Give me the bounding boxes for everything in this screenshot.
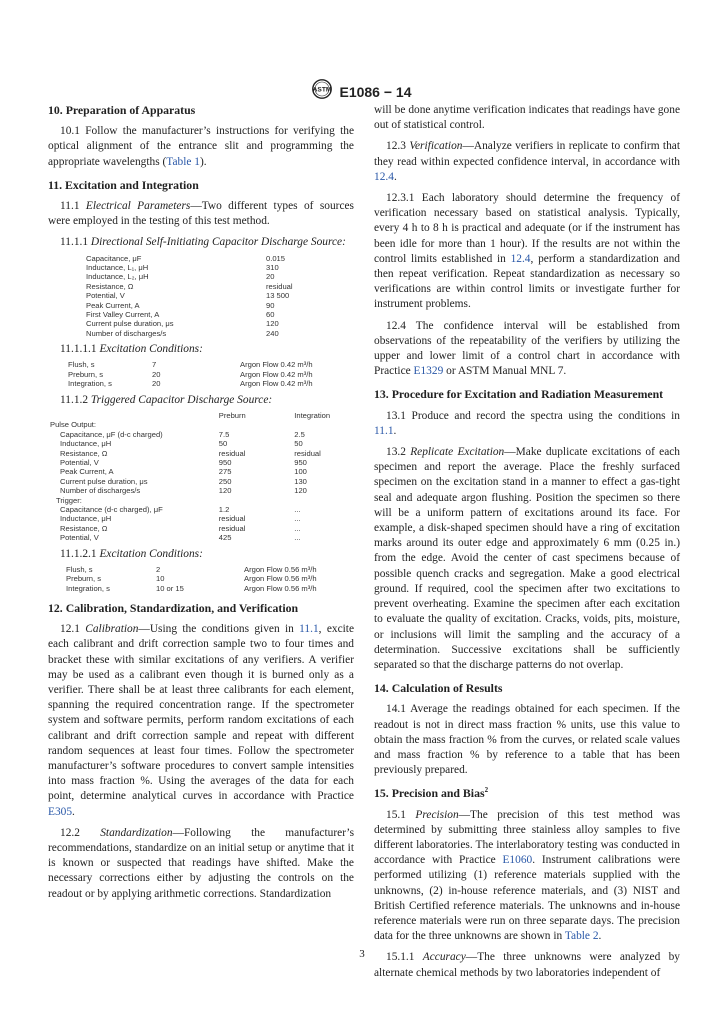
table-row bbox=[50, 477, 354, 486]
para-12-2-continued: will be done anytime verification indicates that readings have gone out of statistical control. bbox=[374, 104, 680, 132]
section-11-heading: 11. Excitation and Integration bbox=[48, 177, 199, 192]
para-12-3-1-text-a: 12.3.1 Each laboratory should determine the frequency of verification necessary based on statistical analysis. Typically, every 4 h to 8 h is practical and adequate (or if the instrument has been idle for more than 1 hour). If the results are not within the control limits established in bbox=[374, 192, 680, 265]
parameter-label: Resistance, Ω bbox=[60, 448, 108, 458]
right-column bbox=[374, 103, 680, 987]
para-11-1-2-num: 11.1.2 bbox=[60, 393, 91, 406]
parameter-label: Capacitance, μF bbox=[86, 253, 142, 263]
excitation-conditions-table-1 bbox=[68, 360, 350, 388]
para-10-1-text: 10.1 Follow the manufacturer’s instructions for verifying the optical alignment of the entrance slit and programming the appropriate wavelengths ( bbox=[48, 125, 354, 168]
ref-12-4-link-2[interactable]: 12.4 bbox=[510, 252, 531, 265]
parameter-label: First Valley Current, A bbox=[86, 310, 160, 320]
para-11-1 bbox=[48, 199, 354, 229]
page-number: 3 bbox=[359, 948, 365, 960]
parameter-value: 20 bbox=[266, 272, 275, 282]
e1060-link[interactable]: E1060 bbox=[502, 854, 533, 867]
para-11-1-1 bbox=[48, 235, 354, 250]
parameter-value: 120 bbox=[266, 319, 279, 329]
svg-text:ASTM: ASTM bbox=[313, 86, 332, 94]
pulse-output-label: Pulse Output: bbox=[50, 420, 97, 430]
ref-12-4-link[interactable]: 12.4 bbox=[374, 170, 394, 183]
gas-flow: Argon Flow 0.42 m³/h bbox=[240, 360, 313, 370]
para-11-1-num: 11.1 bbox=[60, 200, 86, 213]
preburn-value: residual bbox=[218, 523, 246, 533]
para-15-1-text-b: . Instrument calibrations were performed utilizing (1) reference materials supplied with the unknowns, (2) in-house reference materials, and (3) NIST and British Certified reference materials. The unknowns and in-house reference materials were run on three separate days. The precision data for the three unknowns are shown in bbox=[374, 854, 681, 943]
blank bbox=[294, 420, 354, 429]
header-preburn: Preburn bbox=[218, 410, 246, 420]
para-15-1-1-num: 15.1.1 bbox=[386, 951, 423, 964]
para-12-1-title: Calibration bbox=[85, 623, 139, 636]
parameter-label: Inductance, L₁, μH bbox=[86, 263, 149, 273]
parameter-label: Resistance, Ω bbox=[60, 523, 108, 533]
para-15-1-num: 15.1 bbox=[386, 808, 416, 821]
para-11-1-text: —Two different types of sources were employed in the testing of this test method. bbox=[48, 200, 354, 228]
parameter-value: 0.015 bbox=[266, 253, 286, 263]
table-header-row bbox=[50, 411, 354, 420]
e305-link[interactable]: E305 bbox=[48, 805, 73, 818]
standard-designation: E1086 − 14 bbox=[339, 83, 412, 100]
integration-value: 130 bbox=[294, 476, 307, 486]
table-row bbox=[50, 449, 354, 458]
para-12-1 bbox=[48, 622, 354, 820]
parameter-label: Inductance, L₂, μH bbox=[86, 272, 149, 282]
source-parameters-table bbox=[86, 254, 326, 339]
preburn-value: 50 bbox=[218, 439, 228, 449]
table-row bbox=[86, 263, 326, 272]
section-15-heading bbox=[374, 786, 680, 801]
excitation-conditions-table-2 bbox=[66, 565, 354, 593]
para-15-1-1-text: —The three unknowns were analyzed by alternate chemical methods by two laboratories independent of bbox=[374, 951, 680, 979]
para-13-2-title: Replicate Excitation bbox=[410, 446, 505, 459]
integration-value: 950 bbox=[294, 457, 307, 467]
para-12-3-text-b: . bbox=[393, 170, 397, 183]
parameter-label: Inductance, μH bbox=[60, 514, 112, 524]
condition-value: 10 or 15 bbox=[156, 583, 184, 593]
table-row bbox=[86, 301, 326, 310]
condition-label: Flush, s bbox=[68, 360, 95, 370]
para-11-1-1-1 bbox=[48, 342, 354, 357]
ref-11-1-link-2[interactable]: 11.1 bbox=[374, 424, 394, 437]
table-row bbox=[66, 584, 354, 593]
parameter-value: 310 bbox=[266, 263, 279, 273]
para-12-3-1-text-b: , perform a standardization and then repeat verification. Repeat standardization as necessary so verifications are within control limits or investigate further for instrument problems. bbox=[374, 252, 680, 311]
integration-value: ... bbox=[294, 514, 301, 524]
parameter-label: Capacitance (d-c charged), μF bbox=[60, 504, 163, 514]
table-row bbox=[50, 524, 354, 533]
left-column bbox=[48, 103, 354, 908]
parameter-value: residual bbox=[266, 281, 293, 291]
table-row bbox=[50, 430, 354, 439]
para-10-1 bbox=[48, 124, 354, 170]
section-14-heading: 14. Calculation of Results bbox=[374, 681, 503, 696]
preburn-value: residual bbox=[218, 514, 246, 524]
para-13-2-text: —Make duplicate excitations of each specimen and report the average. Place the freshly surfaced specimen on the excitation stand in a manner to effect a gas-tight seal and adequate argon flushing. Position the specimen so there will be a uniform pattern of excitations around its face. For example, a disk-shaped specimen should have a ring of excitation marks around its outer edge and approximately 6 mm (0.25 in.) from the edge. Avoid the center of cast specimens because of possible quench cracks and segregation. Make a good electrical ground. If required, cool the specimen after two excitations to prevent overheating. Examine the specimen after each excitation to evaluate the quality of excitation. Cracks, voids, pits, moisture, or inclusions will limit the sampling and the accuracy of a determination. Successive excitations shall be sufficiently separated so that the discharge patterns do not overlap. bbox=[374, 446, 681, 671]
page-header bbox=[0, 79, 724, 104]
condition-label: Integration, s bbox=[66, 583, 110, 593]
table-2-link[interactable]: Table 2 bbox=[564, 930, 599, 943]
para-12-1-text-b: , excite each calibrant and drift correction sample two to four times and bracket these with similar excitations of any verifiers. A verifier may be used as a calibrant even though it is burned only as a verifier. There shall be at least three calibrants for each element, spanning the required concentration range. If the spectrometer system and software permits, perform random excitations of each calibrant and drift correction sample and repeat with different random sequences at least four times. Follow the spectrometer manufacturer’s software procedures to convert sample intensities into mass fraction %. Using the averages of the data for each point, determine analytical curves in accordance with Practice bbox=[48, 623, 355, 803]
integration-value: ... bbox=[294, 504, 301, 514]
para-11-1-title: Electrical Parameters bbox=[85, 200, 191, 213]
integration-value: ... bbox=[294, 533, 301, 543]
para-12-1-text-c: . bbox=[72, 805, 75, 818]
para-15-1-title: Precision bbox=[415, 808, 459, 821]
para-11-1-1-title: Directional Self-Initiating Capacitor Discharge Source: bbox=[90, 236, 346, 249]
preburn-value: 7.5 bbox=[218, 429, 230, 439]
preburn-value: residual bbox=[218, 448, 246, 458]
triggered-source-table bbox=[50, 411, 354, 543]
trigger-row bbox=[50, 496, 354, 505]
table-row bbox=[68, 370, 350, 379]
preburn-value: 275 bbox=[218, 467, 232, 477]
para-12-3-1 bbox=[374, 191, 680, 313]
gas-flow: Argon Flow 0.56 m³/h bbox=[244, 564, 317, 574]
table-row bbox=[50, 533, 354, 542]
blank bbox=[219, 496, 294, 505]
section-12-heading: 12. Calibration, Standardization, and Verification bbox=[48, 601, 299, 616]
table-1-link[interactable]: Table 1 bbox=[166, 155, 200, 168]
para-12-2-title: Standardization bbox=[100, 826, 173, 839]
para-12-2-text: —Following the manufacturer’s recommendations, standardize on an initial setup or anytime that it is known or suspected that readings have shifted. Make the necessary corrections either by adjusting the controls on the readout or by applying arithmetic corrections. Standardization bbox=[48, 826, 355, 900]
preburn-value: 950 bbox=[218, 457, 232, 467]
pulse-output-row bbox=[50, 420, 354, 429]
para-15-1-1-title: Accuracy bbox=[422, 951, 466, 964]
para-12-1-num: 12.1 bbox=[60, 623, 86, 636]
section-10-heading: 10. Preparation of Apparatus bbox=[48, 103, 196, 117]
para-12-4-text-a: 12.4 The confidence interval will be established from observations of the repeatability of the verifiers by utilizing the upper and lower limit of a control chart in accordance with Practice bbox=[374, 319, 680, 378]
table-row bbox=[86, 329, 326, 338]
para-15-1 bbox=[374, 808, 680, 945]
parameter-label: Number of discharges/s bbox=[60, 486, 141, 496]
preburn-value: 250 bbox=[218, 476, 232, 486]
footnote-2-marker[interactable]: 2 bbox=[484, 786, 489, 795]
ref-11-1-link[interactable]: 11.1 bbox=[299, 623, 319, 636]
table-row bbox=[86, 310, 326, 319]
condition-label: Preburn, s bbox=[66, 574, 102, 584]
parameter-label: Potential, V bbox=[60, 457, 99, 467]
integration-value: 120 bbox=[294, 486, 307, 496]
para-11-1-1-1-title: Excitation Conditions: bbox=[99, 343, 203, 356]
para-11-1-2 bbox=[48, 393, 354, 408]
parameter-label: Capacitance, μF (d-c charged) bbox=[60, 429, 163, 439]
para-12-1-text-a: —Using the conditions given in bbox=[138, 623, 300, 636]
parameter-label: Resistance, Ω bbox=[86, 281, 134, 291]
parameter-label: Potential, V bbox=[86, 291, 125, 301]
table-row bbox=[86, 272, 326, 281]
para-11-1-2-1-num: 11.1.2.1 bbox=[60, 547, 100, 560]
preburn-value: 425 bbox=[218, 533, 232, 543]
parameter-label: Potential, V bbox=[60, 533, 99, 543]
parameter-value: 60 bbox=[266, 310, 275, 320]
condition-value: 20 bbox=[152, 379, 161, 389]
para-12-3-text-a: —Analyze verifiers in replicate to confirm that they read within expected confidence interval, in accordance with bbox=[374, 140, 681, 168]
blank bbox=[294, 496, 354, 505]
gas-flow: Argon Flow 0.42 m³/h bbox=[240, 379, 313, 389]
para-11-1-2-1 bbox=[48, 547, 354, 562]
para-13-1 bbox=[374, 409, 680, 439]
parameter-value: 13 500 bbox=[266, 291, 290, 301]
integration-value: ... bbox=[294, 523, 301, 533]
para-15-1-text-c: . bbox=[598, 930, 602, 943]
table-row bbox=[68, 360, 350, 369]
parameter-label: Current pulse duration, μs bbox=[86, 319, 174, 329]
para-11-1-2-1-title: Excitation Conditions: bbox=[99, 547, 203, 560]
table-row bbox=[66, 574, 354, 583]
table-row bbox=[86, 282, 326, 291]
parameter-label: Current pulse duration, μs bbox=[60, 476, 148, 486]
integration-value: 50 bbox=[294, 439, 303, 449]
section-13-heading: 13. Procedure for Excitation and Radiation Measurement bbox=[374, 387, 664, 402]
integration-value: residual bbox=[294, 448, 321, 458]
para-12-2-num: 12.2 bbox=[60, 826, 101, 839]
condition-value: 7 bbox=[152, 360, 157, 370]
gas-flow: Argon Flow 0.56 m³/h bbox=[244, 583, 317, 593]
gas-flow: Argon Flow 0.42 m³/h bbox=[240, 369, 313, 379]
para-11-1-1-1-num: 11.1.1.1 bbox=[60, 343, 100, 356]
e1329-link[interactable]: E1329 bbox=[413, 365, 444, 378]
table-row bbox=[66, 565, 354, 574]
table-row bbox=[86, 319, 326, 328]
condition-value: 2 bbox=[156, 564, 161, 574]
para-12-4 bbox=[374, 319, 680, 380]
table-row bbox=[50, 467, 354, 476]
table-row bbox=[50, 439, 354, 448]
table-row bbox=[86, 254, 326, 263]
para-12-3-title: Verification bbox=[409, 140, 463, 153]
table-row bbox=[68, 379, 350, 388]
gas-flow: Argon Flow 0.56 m³/h bbox=[244, 574, 317, 584]
para-15-1-text-a: —The precision of this test method was determined by submitting three stainless alloy samples to five different laboratories. The interlaboratory testing was conducted in accordance with Practice bbox=[374, 808, 681, 867]
table-row bbox=[50, 458, 354, 467]
para-14-1: 14.1 Average the readings obtained for each specimen. If the readout is not in direct mass fraction % units, use this value to obtain the mass fraction % from the curves, or related scale values and mass fraction % by reference to a table that has been previously prepared. bbox=[374, 703, 680, 777]
parameter-label: Peak Current, A bbox=[86, 300, 140, 310]
astm-logo bbox=[312, 79, 332, 104]
trigger-label: Trigger: bbox=[56, 495, 82, 505]
integration-value: 2.5 bbox=[294, 429, 305, 439]
integration-value: 100 bbox=[294, 467, 307, 477]
parameter-value: 240 bbox=[266, 328, 279, 338]
parameter-value: 90 bbox=[266, 300, 275, 310]
para-11-1-1-num: 11.1.1 bbox=[60, 236, 91, 249]
para-12-3 bbox=[374, 139, 680, 185]
header-blank bbox=[50, 411, 219, 420]
blank bbox=[219, 420, 294, 429]
para-10-1-end: ). bbox=[199, 155, 207, 168]
condition-value: 10 bbox=[156, 574, 165, 584]
para-13-1-text-a: 13.1 Produce and record the spectra using the conditions in bbox=[386, 409, 680, 422]
condition-label: Integration, s bbox=[68, 379, 112, 389]
para-12-4-text-b: or ASTM Manual MNL 7. bbox=[443, 365, 567, 378]
condition-label: Flush, s bbox=[66, 564, 93, 574]
table-row bbox=[50, 486, 354, 495]
preburn-value: 1.2 bbox=[218, 504, 230, 514]
para-13-2 bbox=[374, 445, 680, 673]
parameter-label: Inductance, μH bbox=[60, 439, 112, 449]
para-12-2 bbox=[48, 826, 354, 902]
table-row bbox=[86, 291, 326, 300]
para-13-1-text-b: . bbox=[393, 424, 397, 437]
header-integration: Integration bbox=[294, 410, 331, 420]
parameter-label: Peak Current, A bbox=[60, 467, 114, 477]
condition-label: Preburn, s bbox=[68, 369, 104, 379]
condition-value: 20 bbox=[152, 369, 161, 379]
para-12-3-num: 12.3 bbox=[386, 140, 410, 153]
para-13-2-num: 13.2 bbox=[386, 446, 411, 459]
table-row bbox=[50, 505, 354, 514]
para-11-1-2-title: Triggered Capacitor Discharge Source: bbox=[90, 393, 273, 406]
preburn-value: 120 bbox=[218, 486, 232, 496]
section-15-heading-text: 15. Precision and Bias bbox=[374, 786, 485, 801]
parameter-label: Number of discharges/s bbox=[86, 328, 167, 338]
table-row bbox=[50, 514, 354, 523]
